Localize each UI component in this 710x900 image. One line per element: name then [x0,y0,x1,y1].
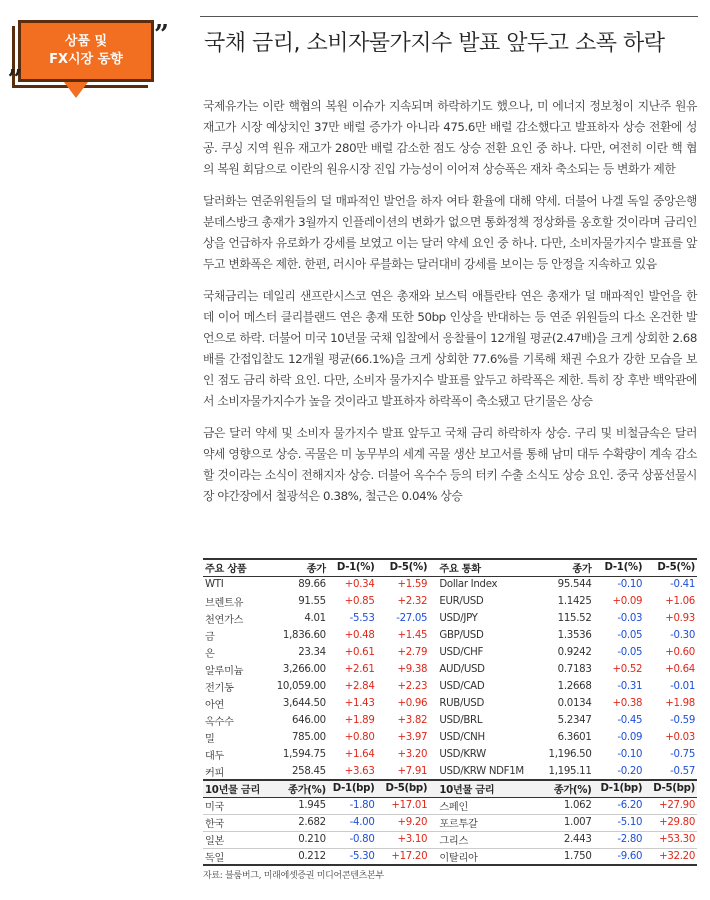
currency-name: USD/BRL [439,715,483,726]
table-row [203,729,697,746]
bond-d5: +29.80 [659,817,695,828]
title-rule [200,16,698,17]
commodity-d1: +2.61 [344,664,375,675]
bond-row [203,831,697,848]
bond-yield: 0.210 [298,834,326,845]
col-header: D-1(%) [336,562,375,574]
bond-yield: 1.945 [298,800,326,811]
commodity-d1: +1.43 [344,698,375,709]
currency-close: 1.1425 [557,596,592,607]
currency-close: 1,196.50 [548,749,592,760]
commodity-close: 1,836.60 [282,630,326,641]
source-note: 자료: 블룸버그, 미래에셋증권 미디어콘텐츠본부 [203,871,384,881]
commodity-close: 23.34 [298,647,326,658]
commodity-close: 4.01 [304,613,326,624]
currency-close: 6.3601 [557,732,592,743]
page-title: 국채 금리, 소비자물가지수 발표 앞두고 소폭 하락 [204,31,665,56]
badge-line-2: FX시장 동향 [49,52,123,67]
commodity-name: 은 [205,649,215,660]
table-row [203,627,697,644]
commodity-name: 밀 [205,734,215,745]
currency-d5: -0.59 [670,715,695,726]
bond-rows [203,797,697,865]
commodity-d5: +2.23 [397,681,428,692]
bond-yield: 2.682 [298,817,326,828]
currency-name: USD/JPY [439,613,478,624]
commodity-d5: +1.59 [397,579,428,591]
commodity-d1: +0.85 [344,596,375,607]
col-gap [429,678,437,695]
bond-country: 그리스 [439,836,468,847]
bond-d1: -6.20 [617,800,643,811]
col-gap [429,780,437,797]
table-row [203,576,697,593]
commodity-d5: +0.96 [397,698,428,709]
bond-yield: 1.750 [563,850,592,862]
table-row [203,610,697,627]
commodity-close: 1,594.75 [282,749,326,760]
paragraph-oil: 국제유가는 이란 핵협의 복원 이슈가 지속되며 하락하기도 했으나, 미 에너지 정보청이 지난주 원유재고가 시장 예상치인 37만 배럴 증가가 아니라 475.6만 배럴 감소했다고 발표하자 상승 전환에 성공. 쿠싱 지역 원유 재고가 280만 배럴 감소한 점도 상승 전환 요인 중 하나. 다만, 여전히 이란 핵 협의 복원 회담으로 이란의 원유시장 진입 가능성이 이어져 상승폭은 재차 축소되는 등 변화가 제한 [203,99,697,176]
paragraph-gold: 금은 달러 약세 및 소비자 물가지수 발표 앞두고 국채 금리 하락하자 상승. 구리 및 비철금속은 달러 약세 영향으로 상승. 곡물은 미 농무부의 세계 곡물 생산 보고서를 통해 남미 대두 수확량이 계속 감소할 것이라는 소식이 전해지자 상승. 더불어 옥수수 등의 터키 수출 소식도 상승 요인. 중국 상품선물시장 야간장에서 철광석은 0.38%, 철근은 0.04% 상승 [203,426,697,503]
col-gap [429,797,437,814]
col-gap [429,746,437,763]
table-row [203,678,697,695]
section-badge [8,20,168,110]
col-gap [429,814,437,831]
col-header: D-5(%) [389,562,428,574]
table-row [203,593,697,610]
currency-d5: -0.01 [670,681,695,692]
currency-d1: -0.10 [617,749,643,760]
commodity-d1: +0.48 [344,630,375,641]
commodity-d1: +1.64 [344,749,375,760]
bond-d5: +9.20 [397,817,428,828]
table-row [203,712,697,729]
commodity-d5: -27.05 [396,613,428,624]
bond-country: 미국 [205,802,225,813]
bond-d1: -9.60 [617,850,643,862]
col-header: 10년물 금리 [205,785,260,797]
bond-country: 포르투갈 [439,819,478,830]
col-header: 종가 [306,564,326,576]
bond-yield: 2.443 [563,834,592,845]
col-gap [429,661,437,678]
col-header: 종가(%) [553,785,592,797]
market-rows [203,576,697,780]
currency-d5: +0.60 [665,647,695,658]
bond-yield: 1.062 [563,800,592,811]
commodity-close: 3,266.00 [282,664,326,675]
bond-d1: -0.80 [349,834,375,845]
currency-d5: +0.93 [665,613,695,624]
col-gap [429,763,437,780]
table-row [203,661,697,678]
currency-name: RUB/USD [439,698,484,709]
currency-d5: +0.03 [665,732,695,743]
bond-row [203,848,697,865]
bond-d5: +17.01 [391,800,428,811]
currency-d1: -0.03 [617,613,643,624]
bond-country: 한국 [205,819,225,830]
col-header: D-1(%) [604,562,643,574]
commodity-d1: -5.53 [349,613,375,624]
currency-name: USD/KRW NDF1M [439,765,524,777]
col-gap [429,712,437,729]
col-header: 종가(%) [288,785,326,797]
currency-d5: +0.64 [665,664,695,675]
commodity-d5: +3.82 [397,715,428,726]
col-gap [429,627,437,644]
commodity-d1: +0.34 [344,579,375,591]
commodity-name: 금 [205,632,215,643]
bond-row [203,814,697,831]
commodity-d1: +0.80 [344,732,375,743]
paragraph-dollar: 달러화는 연준위원들의 덜 매파적인 발언을 하자 여타 환율에 대해 약세. 더불어 나겔 독일 중앙은행 분데스방크 총재가 3월까지 인플레이션의 변화가 없으면 통화정책 정상화를 옹호할 것이라며 금리인상을 언급하자 유로화가 강세를 보였고 이는 달러 약세 요인 중 하나. 다만, 소비자물가지수 발표를 앞두고 변화폭은 제한. 한편, 러시아 루블화는 달러대비 강세를 보이는 등 안정을 지속하고 있음 [203,194,697,271]
commodity-close: 258.45 [292,765,326,777]
commodity-d5: +3.20 [397,749,428,760]
currency-d1: -0.10 [617,579,643,591]
quote-close-mark: ” [154,20,169,50]
col-gap [429,831,437,848]
bond-d5: +27.90 [659,800,695,811]
bond-country: 독일 [205,852,225,864]
currency-d5: +1.06 [665,596,695,607]
table-row [203,746,697,763]
commodity-d1: +2.84 [344,681,375,692]
col-header: D-5(bp) [653,783,695,795]
commodity-d5: +3.97 [397,732,428,743]
commodity-name: 천연가스 [205,615,244,626]
col-header: D-5(bp) [385,783,428,795]
bond-d1: -4.00 [349,817,375,828]
commodity-name: 대두 [205,751,225,762]
col-gap [429,576,437,593]
currency-close: 95.544 [557,579,592,591]
col-gap [429,848,437,865]
bond-d1: -2.80 [617,834,643,845]
commodity-d1: +3.63 [344,765,375,777]
currency-name: USD/CAD [439,681,485,692]
commodity-d1: +0.61 [344,647,375,658]
commodity-d5: +1.45 [397,630,428,641]
col-gap [429,695,437,712]
commodity-name: 옥수수 [205,717,234,728]
col-gap [429,729,437,746]
commodity-close: 3,644.50 [282,698,326,709]
table-header-row [203,559,697,576]
col-gap [429,593,437,610]
bond-d1: -1.80 [349,800,375,811]
badge-box [18,20,154,82]
currency-close: 0.9242 [557,647,592,658]
commodity-d5: +7.91 [397,765,428,777]
table-row [203,695,697,712]
bond-d1: -5.30 [349,850,375,862]
commodity-close: 646.00 [292,715,326,726]
bond-country: 스페인 [439,802,468,813]
col-gap [429,610,437,627]
bond-country: 일본 [205,836,225,847]
market-table [203,558,697,866]
bond-country: 이탈리아 [439,852,478,864]
currency-close: 1,195.11 [548,765,592,777]
currency-d1: -0.45 [617,715,643,726]
commodity-close: 89.66 [298,579,326,591]
commodity-d5: +9.38 [397,664,428,675]
currency-name: AUD/USD [439,664,485,675]
col-header: 주요 통화 [439,564,481,576]
bond-yield: 1.007 [563,817,592,828]
badge-line-1: 상품 및 [64,34,108,49]
bond-header-row [203,780,697,797]
currency-d1: -0.05 [617,647,643,658]
col-header: 10년물 금리 [439,785,495,797]
commodity-close: 91.55 [298,596,326,607]
currency-close: 115.52 [557,613,592,624]
commodity-d1: +1.89 [344,715,375,726]
bond-d1: -5.10 [617,817,643,828]
currency-d5: -0.57 [670,765,695,777]
currency-d5: -0.41 [670,579,695,591]
bond-section [203,780,697,797]
currency-name: EUR/USD [439,596,484,607]
currency-d1: -0.20 [617,765,643,777]
commodity-name: 아연 [205,700,225,711]
col-header: D-5(%) [657,562,695,574]
currency-close: 1.3536 [557,630,592,641]
table-row [203,763,697,780]
bond-d5: +3.10 [397,834,428,845]
currency-name: USD/CHF [439,647,484,658]
quote-open-mark: „ [8,50,23,80]
table-row [203,644,697,661]
commodity-d5: +2.32 [397,596,428,607]
commodity-d5: +2.79 [397,647,428,658]
commodity-name: 커피 [205,767,225,779]
currency-d1: -0.09 [617,732,643,743]
bond-d5: +53.30 [659,834,695,845]
col-gap [429,644,437,661]
currency-close: 5.2347 [557,715,592,726]
currency-d1: -0.31 [617,681,643,692]
currency-close: 0.0134 [557,698,592,709]
currency-d1: +0.38 [612,698,643,709]
commodity-name: 브렌트유 [205,598,244,609]
commodity-close: 10,059.00 [276,681,326,692]
currency-d5: -0.30 [670,630,695,641]
currency-name: GBP/USD [439,630,484,641]
currency-d1: +0.09 [612,596,643,607]
col-gap [429,559,437,576]
bond-d5: +32.20 [659,850,695,862]
paragraph-treasury: 국채금리는 데일리 샌프란시스코 연은 총재와 보스틱 애틀란타 연은 총재가 덜 매파적인 발언을 한 데 이어 메스터 클리블랜드 연은 총재 또한 50bp 인상을 반대하는 등 연준 위원들의 다소 온건한 발언으로 하락. 더불어 미국 10년물 국채 입찰에서 응찰률이 12개월 평균(2.47배)을 크게 상회한 2.68배를 간접입찰도 12개월 평균(66.1%)을 크게 상회한 77.6%를 기록해 채권 수요가 강한 모습을 보인 점도 금리 하락 요인. 다만, 소비자 물가지수 발표를 앞두고 하락폭은 제한. 특히 장 후반 백악관에서 소비자물가지수가 높을 것이라고 발표하자 하락폭이 축소됐고 단기물은 상승 [203,289,697,408]
currency-d1: +0.52 [612,664,643,675]
currency-d5: +1.98 [665,698,695,709]
currency-name: USD/KRW [439,749,486,760]
badge-tail [64,82,88,98]
commodity-name: 전기동 [205,683,234,694]
bond-yield: 0.212 [298,850,326,862]
article-body [203,96,697,518]
col-header: D-1(bp) [332,783,375,795]
currency-d5: -0.75 [670,749,695,760]
currency-name: USD/CNH [439,732,485,743]
col-header: 주요 상품 [205,564,247,576]
currency-d1: -0.05 [617,630,643,641]
currency-close: 1.2668 [557,681,592,692]
bond-d5: +17.20 [391,850,428,862]
commodity-close: 785.00 [292,732,326,743]
col-header: 종가 [572,564,592,576]
currency-close: 0.7183 [557,664,592,675]
col-header: D-1(bp) [600,783,643,795]
currency-name: Dollar Index [439,579,498,591]
commodity-name: 알루미늄 [205,666,244,677]
commodity-name: WTI [205,579,224,591]
bond-row [203,797,697,814]
